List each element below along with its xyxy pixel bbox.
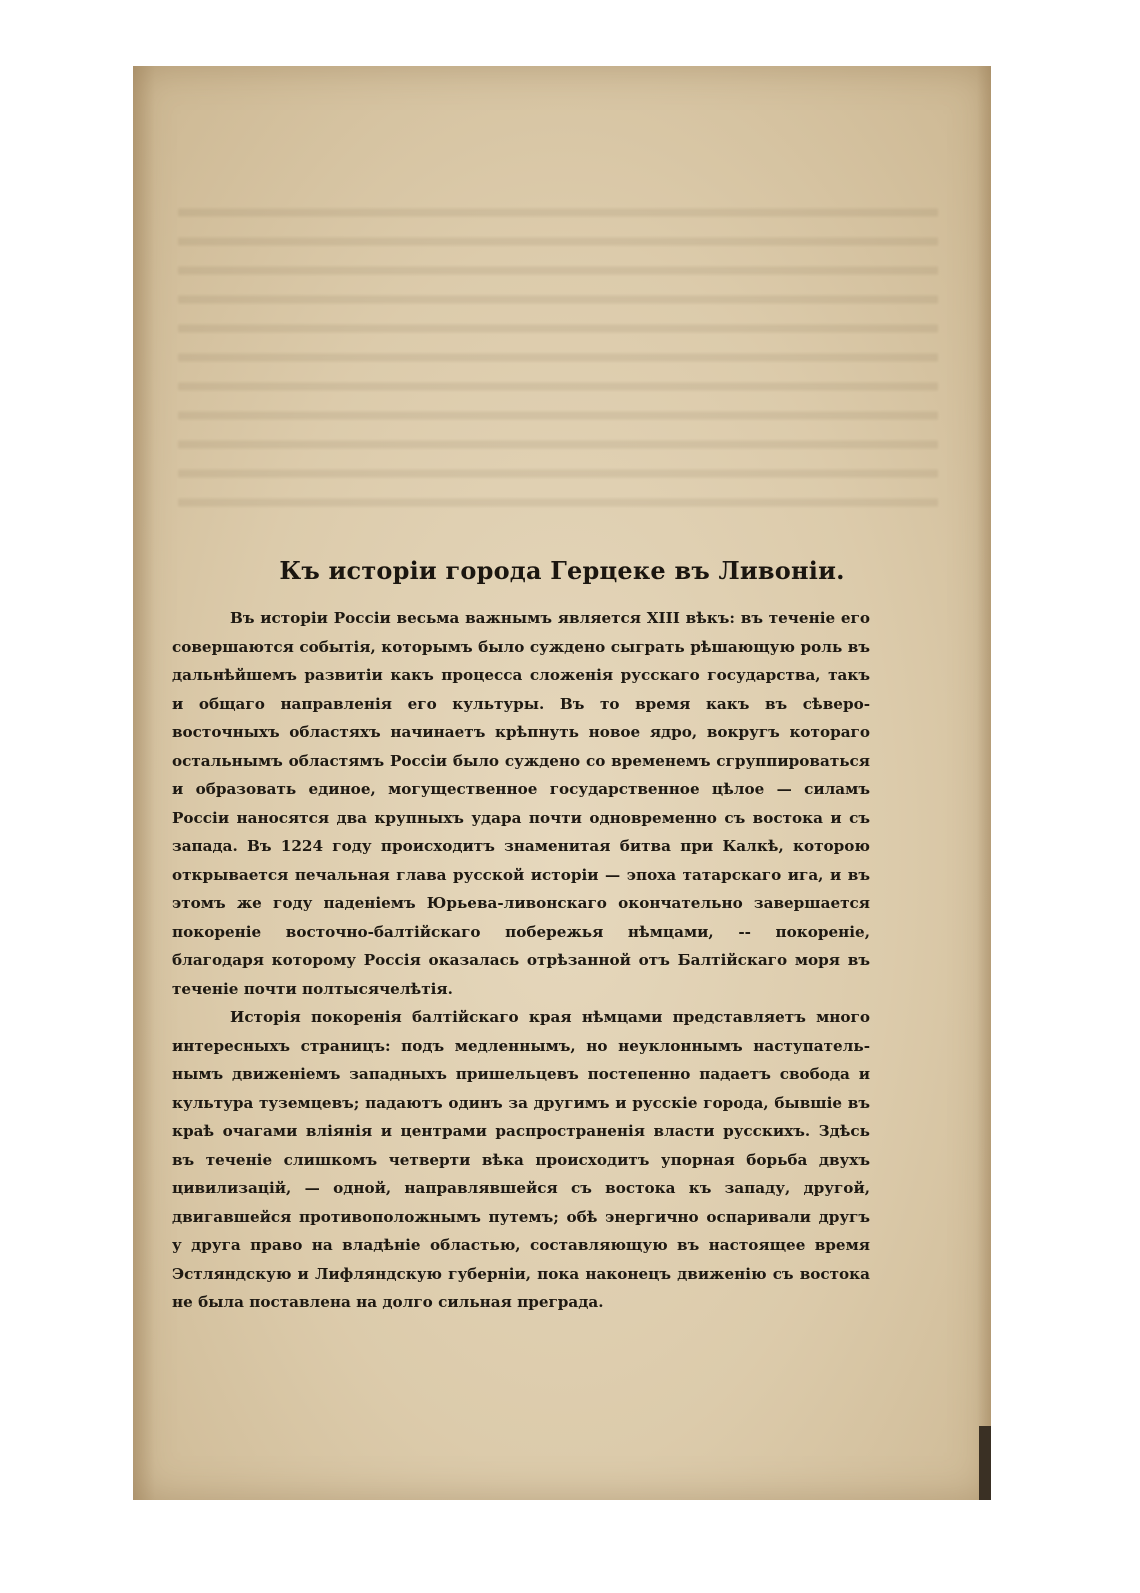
paragraph-2: Исторія покоренія балтійскаго края нѣмцами представляетъ много интересныхъ страницъ: подъ медленнымъ, но неуклоннымъ наступательнымъ движеніемъ западныхъ пришельцевъ постепенно падаетъ свобода и культура туземцевъ; падаютъ одинъ за другимъ и русскіе города, бывшіе въ краѣ очагами вліянія и центрами распространенія власти русскихъ. Здѣсь въ теченіе слишкомъ четверти вѣка происходитъ упорная борьба двухъ цивилизацій, — одной, направлявшейся съ востока къ западу, другой, двигавшейся противоположнымъ путемъ; обѣ энергично оспаривали другъ у друга право на владѣніе областью, составляющую въ настоящее время Эстляндскую и Лифляндскую губерніи, пока наконецъ движенію съ востока не была поставлена на долго сильная преграда. xyxy=(172,1008,870,1311)
bleed-through-text xyxy=(178,194,938,524)
article-body xyxy=(172,604,870,1317)
page-edge-tab xyxy=(979,1426,991,1500)
paragraph-1: Въ исторіи Россіи весьма важнымъ является XIII вѣкъ: въ теченіе его совершаются событія, которымъ было суждено сыграть рѣшающую роль въ дальнѣйшемъ развитіи какъ процесса сложенія русскаго государства, такъ и общаго направленія его культуры. Въ то время какъ въ сѣверо-восточныхъ областяхъ начинаетъ крѣпнуть новое ядро, вокругъ котораго остальнымъ областямъ Россіи было суждено со временемъ сгруппироваться и образовать единое, могущественное государственное цѣлое — силамъ Россіи наносятся два крупныхъ удара почти одновременно съ востока и съ запада. Въ 1224 году происходитъ знаменитая битва при Калкѣ, которою открывается печальная глава русской исторіи — эпоха татарскаго ига, и въ этомъ же году паденіемъ Юрьева-ливонскаго окончательно завершается покореніе восточно-балтійскаго побережья нѣмцами, -- покореніе, благодаря которому Россія оказалась отрѣзанной отъ Балтійскаго моря въ теченіе почти полтысячелѣтія. xyxy=(172,609,870,998)
scanned-page xyxy=(133,66,991,1500)
article-title: Къ исторіи города Герцеке въ Ливоніи. xyxy=(279,556,845,585)
page-edge-shadow-right xyxy=(977,66,991,1500)
page-edge-shadow-left xyxy=(133,66,155,1500)
